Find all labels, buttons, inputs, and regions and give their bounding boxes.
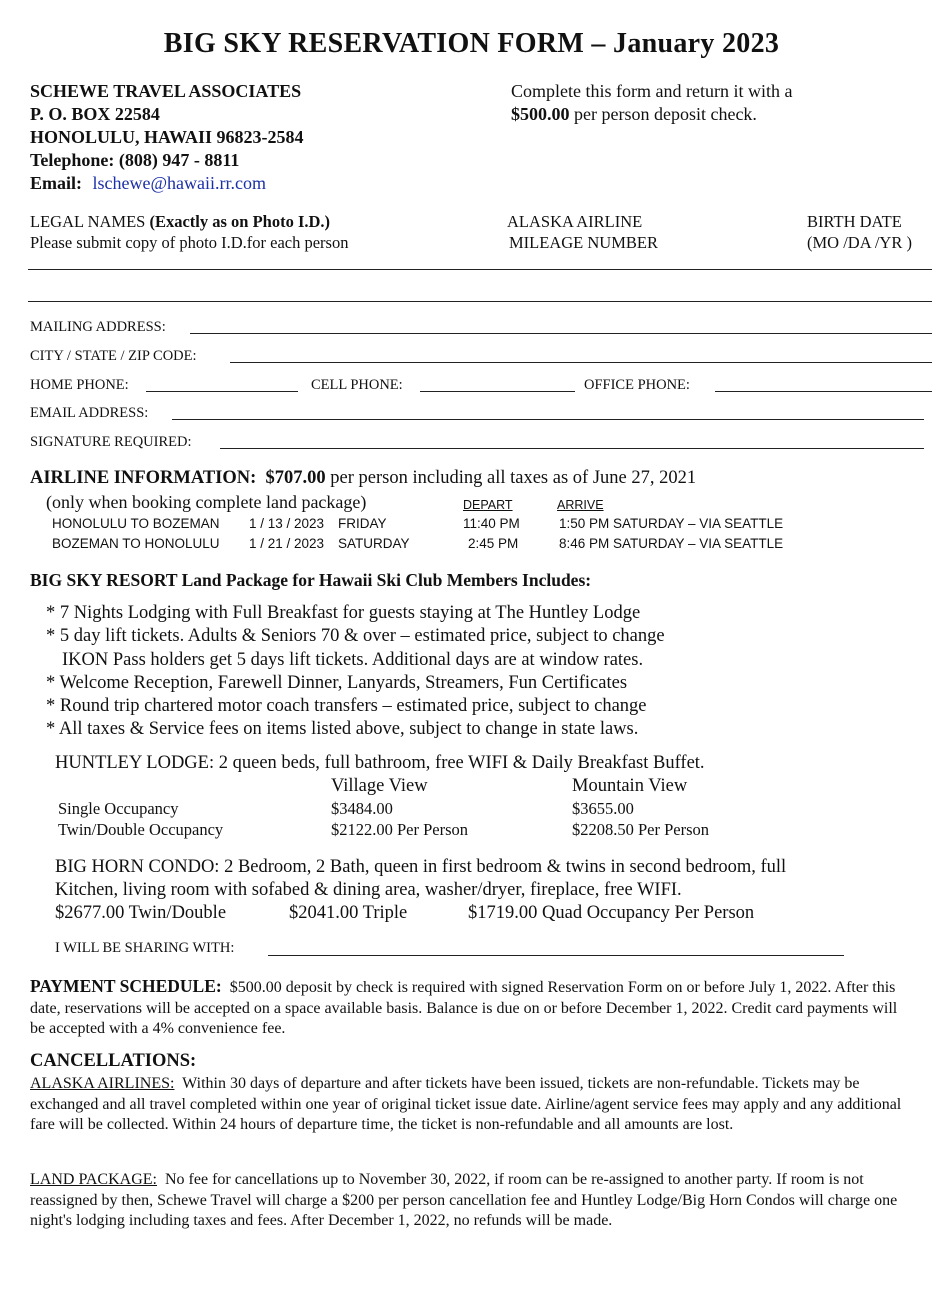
double-village-price: $2122.00 Per Person xyxy=(331,820,469,839)
city-label: CITY / STATE / ZIP CODE: xyxy=(30,348,197,364)
package-item: IKON Pass holders get 5 days lift tickets. Additional days are at window rates. xyxy=(62,650,644,670)
package-item: * Welcome Reception, Farewell Dinner, Lanyards, Streamers, Fun Certificates xyxy=(46,673,628,693)
email-link[interactable]: lschewe@hawaii.rr.com xyxy=(92,173,267,193)
agency-pobox: P. O. BOX 22584 xyxy=(30,104,160,124)
airline-cancellation xyxy=(30,1074,922,1136)
name-entry-line-1[interactable] xyxy=(28,269,932,270)
payment-section xyxy=(30,976,910,1040)
airline-heading: AIRLINE INFORMATION: xyxy=(30,468,257,488)
signature-field[interactable] xyxy=(220,448,924,449)
mailing-label: MAILING ADDRESS: xyxy=(30,319,166,335)
package-item: * 7 Nights Lodging with Full Breakfast for guests staying at The Huntley Lodge xyxy=(46,603,641,623)
condo-price-double: $2677.00 Twin/Double xyxy=(55,903,227,923)
office-phone-label: OFFICE PHONE: xyxy=(584,377,690,393)
email-address-label: EMAIL ADDRESS: xyxy=(30,405,149,421)
airline-price-note: per person including all taxes as of June 27, 2021 xyxy=(325,468,697,488)
flight-2-depart: 2:45 PM xyxy=(468,536,519,551)
package-item: * All taxes & Service fees on items listed above, subject to change in state laws. xyxy=(46,719,639,739)
deposit-note-line2 xyxy=(511,104,757,125)
single-village-price: $3484.00 xyxy=(331,799,393,818)
condo-price-triple: $2041.00 Triple xyxy=(289,903,408,923)
village-view-header: Village View xyxy=(331,776,428,796)
condo-price-quad: $1719.00 Quad Occupancy Per Person xyxy=(468,903,755,923)
legal-names-note: (Exactly as on Photo I.D.) xyxy=(149,212,331,231)
package-item: * Round trip chartered motor coach transfers – estimated price, subject to change xyxy=(46,696,647,716)
legal-names-header xyxy=(30,212,330,232)
sharing-label: I WILL BE SHARING WITH: xyxy=(55,940,235,956)
flight-2-day: SATURDAY xyxy=(338,536,410,551)
page-title: BIG SKY RESERVATION FORM – January 2023 xyxy=(163,28,780,59)
payment-text: $500.00 deposit by check is required with signed Reservation Form on or before July 1, 2022. After this date, reservations will be accepted on a space available basis. Balance is due on or before December 1, 2022. Credit card payments will be accepted with a 4% convenience fee. xyxy=(30,979,898,1037)
legal-names-sub: Please submit copy of photo I.D.for each person xyxy=(30,233,349,252)
arrive-label: ARRIVE xyxy=(557,498,604,512)
airline-cancellation-label: ALASKA AIRLINES: xyxy=(30,1075,175,1092)
huntley-description: HUNTLEY LODGE: 2 queen beds, full bathroom, free WIFI & Daily Breakfast Buffet. xyxy=(55,753,705,773)
cell-phone-label: CELL PHONE: xyxy=(311,377,403,393)
home-phone-field[interactable] xyxy=(146,391,298,392)
birth-header-2: (MO /DA /YR ) xyxy=(807,233,912,252)
agency-phone: Telephone: (808) 947 - 8811 xyxy=(30,150,240,170)
flight-2-date: 1 / 21 / 2023 xyxy=(249,536,325,551)
single-mountain-price: $3655.00 xyxy=(572,799,634,818)
flight-1-date: 1 / 13 / 2023 xyxy=(249,516,325,531)
condo-description-2: Kitchen, living room with sofabed & dining area, washer/dryer, fireplace, free WIFI. xyxy=(55,880,682,900)
city-state-zip-field[interactable] xyxy=(230,362,932,363)
signature-label: SIGNATURE REQUIRED: xyxy=(30,434,192,450)
depart-label: DEPART xyxy=(463,498,513,512)
flight-2-route: BOZEMAN TO HONOLULU xyxy=(52,536,220,551)
payment-heading: PAYMENT SCHEDULE: xyxy=(30,976,222,996)
airline-heading-row xyxy=(30,468,696,489)
deposit-note-rest: per person deposit check. xyxy=(569,104,757,124)
mailing-address-field[interactable] xyxy=(190,333,932,334)
flight-2-arrive: 8:46 PM SATURDAY – VIA SEATTLE xyxy=(559,536,784,551)
land-cancellation-text: No fee for cancellations up to November 30, 2022, if room can be re-assigned to another party. If room is not reassigned by then, Schewe Travel will charge a $200 per person cancellation fee and Huntley Lodge/Big Horn Condos will charge one night's lodging including taxes and fees. After December 1, 2022, no refunds will be made. xyxy=(30,1171,898,1229)
flight-1-arrive: 1:50 PM SATURDAY – VIA SEATTLE xyxy=(559,516,784,531)
mileage-header-1: ALASKA AIRLINE xyxy=(507,212,643,231)
airline-note: (only when booking complete land package) xyxy=(46,492,367,512)
airline-cancellation-text: Within 30 days of departure and after tickets have been issued, tickets are non-refundable. Tickets may be exchanged and all travel completed within one year of original ticket issue date. Airline/agent service fees may apply and any additional fare will be collected. Within 24 hours of departure time, the ticket is non-refundable and all amounts are lost. xyxy=(30,1075,902,1133)
mountain-view-header: Mountain View xyxy=(572,776,688,796)
cell-phone-field[interactable] xyxy=(420,391,575,392)
name-entry-line-2[interactable] xyxy=(28,301,932,302)
flight-1-depart: 11:40 PM xyxy=(463,516,520,531)
agency-city: HONOLULU, HAWAII 96823-2584 xyxy=(30,127,304,147)
single-occupancy-label: Single Occupancy xyxy=(58,799,179,818)
double-mountain-price: $2208.50 Per Person xyxy=(572,820,710,839)
agency-name: SCHEWE TRAVEL ASSOCIATES xyxy=(30,81,302,101)
package-heading: BIG SKY RESORT Land Package for Hawaii Ski Club Members Includes: xyxy=(30,570,592,590)
condo-description-1: BIG HORN CONDO: 2 Bedroom, 2 Bath, queen in first bedroom & twins in second bedroom, full xyxy=(55,857,787,877)
land-cancellation xyxy=(30,1170,930,1232)
deposit-amount: $500.00 xyxy=(511,104,570,124)
email-label: Email: xyxy=(30,173,82,193)
office-phone-field[interactable] xyxy=(715,391,932,392)
flight-1-route: HONOLULU TO BOZEMAN xyxy=(52,516,220,531)
home-phone-label: HOME PHONE: xyxy=(30,377,129,393)
double-occupancy-label: Twin/Double Occupancy xyxy=(58,820,224,839)
land-cancellation-label: LAND PACKAGE: xyxy=(30,1171,157,1188)
package-item: * 5 day lift tickets. Adults & Seniors 70 & over – estimated price, subject to change xyxy=(46,626,665,646)
agency-email-row xyxy=(30,173,266,194)
sharing-field[interactable] xyxy=(268,955,844,956)
email-address-field[interactable] xyxy=(172,419,924,420)
birth-header-1: BIRTH DATE xyxy=(807,212,902,231)
airline-price: $707.00 xyxy=(265,468,326,488)
deposit-note-line1: Complete this form and return it with a xyxy=(511,81,793,101)
flight-1-day: FRIDAY xyxy=(338,516,387,531)
legal-names-label: LEGAL NAMES xyxy=(30,212,150,231)
mileage-header-2: MILEAGE NUMBER xyxy=(509,233,658,252)
cancellations-heading: CANCELLATIONS: xyxy=(30,1051,197,1071)
